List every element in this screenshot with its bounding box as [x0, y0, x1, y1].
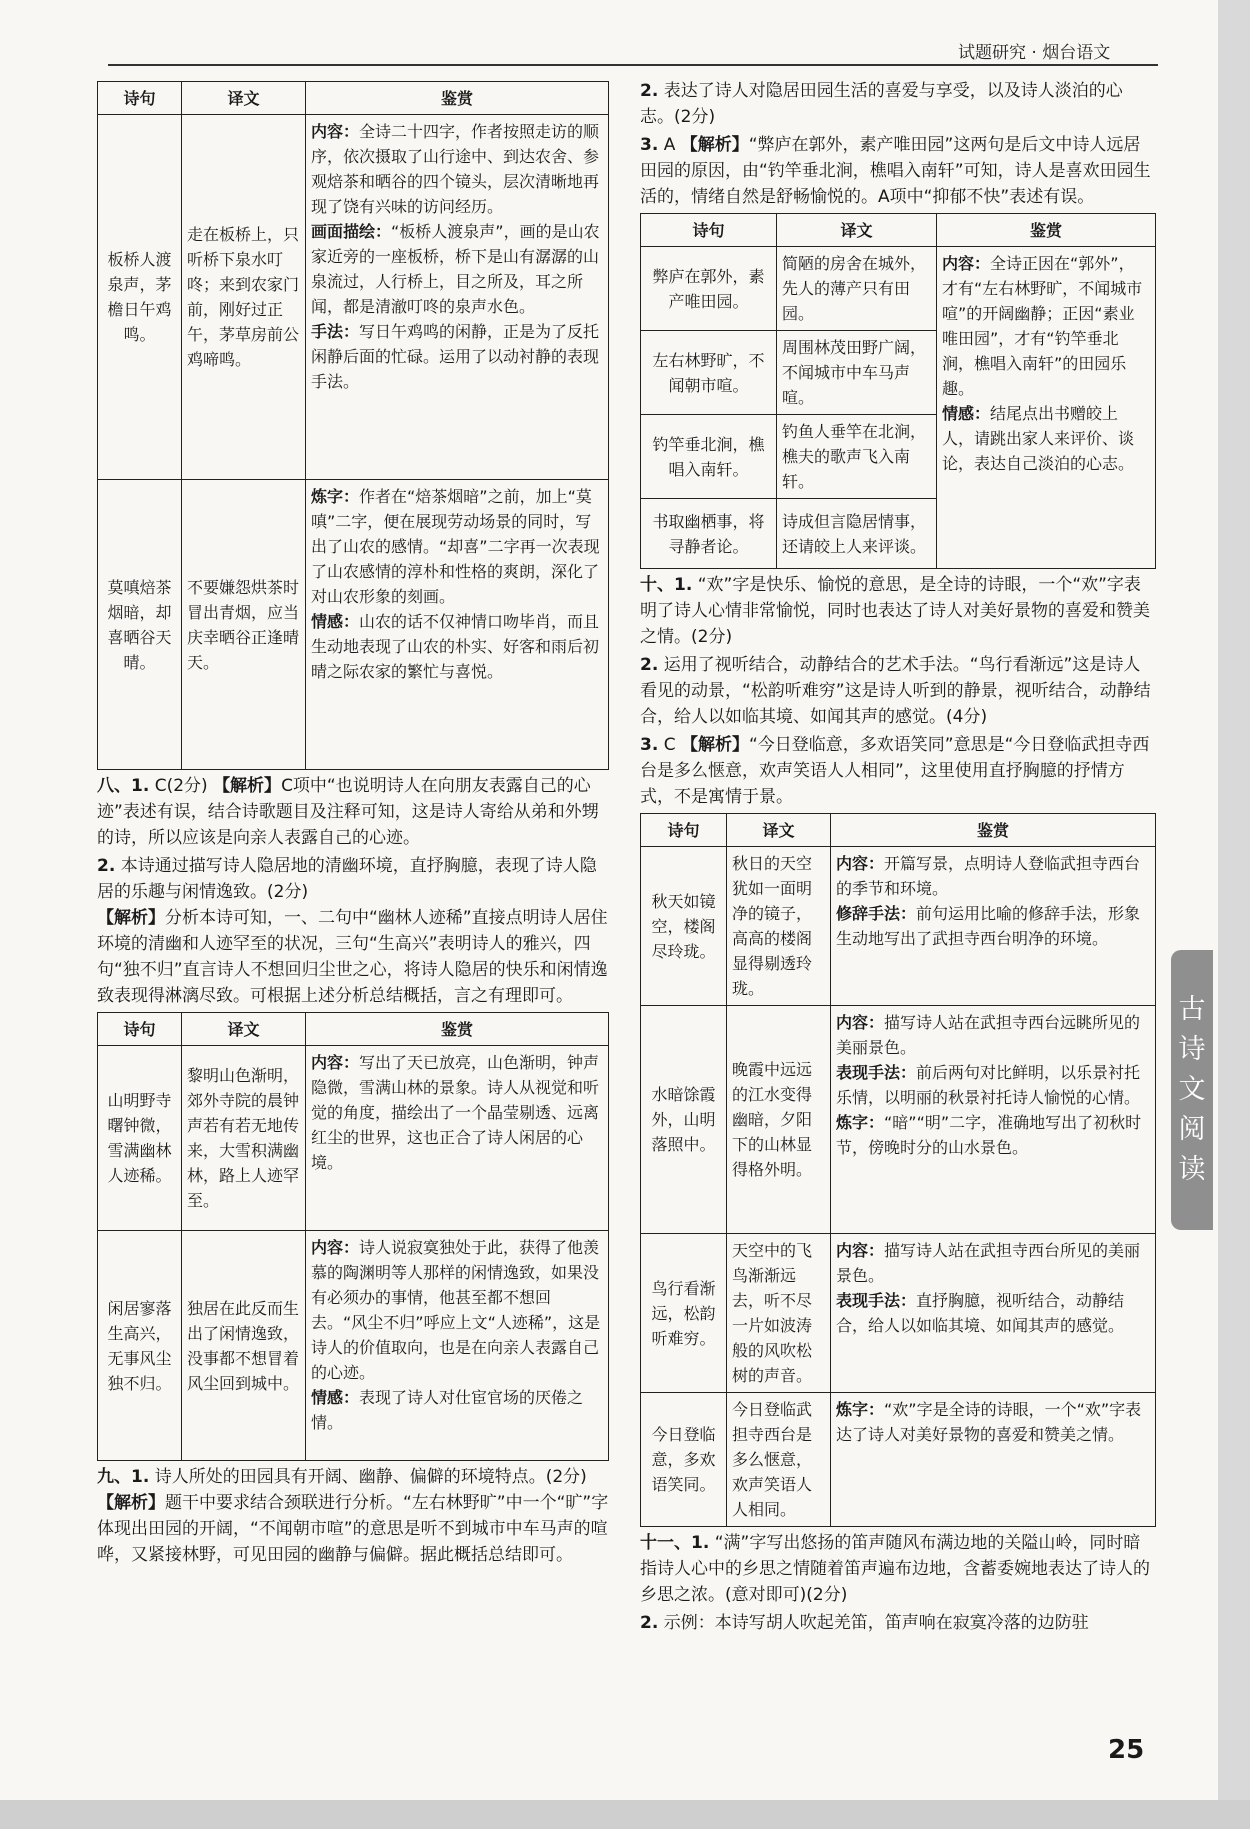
appr-text: 写日午鸡鸣的闲静，正是为了反托闲静后面的忙碌。运用了以动衬静的表现手法。 [311, 322, 600, 391]
appr-text: 描写诗人站在武担寺西台远眺所见的美丽景色。 [836, 1013, 1141, 1057]
side-tab-char: 读 [1178, 1154, 1206, 1185]
scan-edge-right [1218, 0, 1250, 1829]
answer-10-1 [640, 572, 1156, 650]
q-text: 诗人所处的田园具有开阔、幽静、偏僻的环境特点。(2分) [154, 1467, 587, 1487]
poem-cell: 今日登临意，多欢语笑同。 [641, 1393, 727, 1527]
appr-cell [306, 1231, 609, 1461]
poem-cell: 山明野寺曙钟微，雪满幽林人迹稀。 [98, 1046, 182, 1231]
answer-11-1 [640, 1530, 1156, 1608]
analysis-tag: 【解析】 [680, 135, 749, 155]
trans-cell: 晚霞中远远的江水变得幽暗，夕阳下的山林显得格外明。 [727, 1006, 831, 1234]
q-text: C项中“也说明诗人在向朋友表露自己的心迹”表述有误，结合诗歌题目及注释可知，这是诗人寄给从弟和外甥的诗，所以应该是向亲人表露自己的心迹。 [97, 776, 599, 848]
q-num: 十、1. [640, 575, 693, 595]
right-column [640, 78, 1156, 1638]
appr-label: 内容： [311, 1053, 360, 1072]
q-num: 2. [640, 1613, 659, 1633]
appr-label: 情感： [942, 404, 991, 423]
q-analysis: 分析本诗可知，一、二句中“幽林人迹稀”直接点明诗人居住环境的清幽和人迹罕至的状况，三句“生高兴”表明诗人的雅兴，四句“独不归”直言诗人不想回归尘世之心，将诗人隐居的快乐和闲情逸致表现得淋漓尽致。可根据上述分析总结概括，言之有理即可。 [97, 908, 608, 1006]
trans-cell: 钓鱼人垂竿在北涧，樵夫的歌声飞入南轩。 [777, 415, 937, 499]
table-row [641, 247, 1156, 331]
appr-text: 作者在“焙茶烟暗”之前，加上“莫嗔”二字，便在展现劳动场景的同时，写出了山农的感情。“却喜”二字再一次表现了山农感情的淳朴和性格的爽朗，深化了对山农形象的刻画。 [311, 487, 600, 606]
analysis-tag: 【解析】 [680, 735, 749, 755]
q-num: 3. [640, 735, 659, 755]
appr-text: 结尾点出书赠皎上人，请跳出家人来评价、谈论，表达自己淡泊的心志。 [942, 404, 1135, 473]
analysis-tag: 【解析】 [213, 776, 282, 796]
q-num: 2. [640, 81, 659, 101]
q-num: 2. [640, 655, 659, 675]
appr-text: 山农的话不仅神情口吻毕肖，而且生动地表现了山农的朴实、好客和雨后初晴之际农家的繁忙与喜悦。 [311, 612, 600, 681]
poem-cell: 水暗馀霞外，山明落照中。 [641, 1006, 727, 1234]
appr-text: 前句运用比喻的修辞手法，形象生动地写出了武担寺西台明净的环境。 [836, 904, 1141, 948]
th-trans: 译文 [777, 214, 937, 247]
th-poem: 诗句 [641, 214, 777, 247]
appr-label: 表现手法： [836, 1063, 917, 1082]
answer-10-2 [640, 652, 1156, 730]
q-answer: A [663, 135, 676, 155]
th-appr: 鉴赏 [306, 1013, 609, 1046]
appr-cell [306, 1046, 609, 1231]
q-text: “欢”字是快乐、愉悦的意思，是全诗的诗眼，一个“欢”字表明了诗人心情非常愉悦，同时也表达了诗人对美好景物的喜爱和赞美之情。(2分) [640, 575, 1150, 647]
th-appr: 鉴赏 [937, 214, 1156, 247]
answer-9-2 [640, 78, 1156, 130]
table-2 [97, 1012, 609, 1461]
appr-text: “板桥人渡泉声”，画的是山农家近旁的一座板桥，桥下是山有潺潺的山泉流过，人行桥上，目之所及，耳之所闻，都是清澈叮咚的泉声水色。 [311, 222, 600, 316]
analysis-tag: 【解析】 [97, 908, 165, 928]
appr-label: 内容： [311, 1238, 360, 1257]
appr-label: 情感： [311, 612, 360, 631]
trans-cell: 走在板桥上，只听桥下泉水叮咚；来到农家门前，刚好过正午，茅草房前公鸡啼鸣。 [182, 115, 306, 480]
appr-label: 内容： [836, 1241, 885, 1260]
table-row [641, 1006, 1156, 1234]
q-answer: C(2分) [154, 776, 208, 796]
appr-label: 炼字： [311, 487, 360, 506]
appr-label: 内容： [836, 854, 885, 873]
th-trans: 译文 [182, 1013, 306, 1046]
appr-cell [831, 1234, 1156, 1393]
q-text: “弊庐在郭外，素产唯田园”这两句是后文中诗人远居田园的原因，由“钓竿垂北涧，樵唱入南轩”可知，诗人是喜欢田园生活的，情绪自然是舒畅愉悦的。A项中“抑郁不快”表述有误。 [640, 135, 1151, 207]
th-trans: 译文 [182, 82, 306, 115]
appr-label: 表现手法： [836, 1291, 917, 1310]
q-text: 运用了视听结合，动静结合的艺术手法。“鸟行看渐远”这是诗人看见的动景，“松韵听难穷”这是诗人听到的静景，视听结合，动静结合，给人以如临其境、如闻其声的感觉。(4分) [640, 655, 1151, 727]
q-text: “满”字写出悠扬的笛声随风布满边地的关隘山岭，同时暗指诗人心中的乡思之情随着笛声遍布边地，含蓄委婉地表达了诗人的乡思之浓。(意对即可)(2分) [640, 1533, 1150, 1605]
appr-cell [937, 247, 1156, 569]
appr-label: 内容： [836, 1013, 885, 1032]
poem-cell: 莫嗔焙茶烟暗，却喜晒谷天晴。 [98, 480, 182, 770]
answer-9-3 [640, 132, 1156, 210]
table-3 [640, 213, 1156, 569]
table-row [98, 1231, 609, 1461]
answer-8-2 [97, 853, 609, 1009]
q-num: 十一、1. [640, 1533, 710, 1553]
appr-label: 情感： [311, 1388, 360, 1407]
appr-text: 直抒胸臆，视听结合，动静结合，给人以如临其境、如闻其声的感觉。 [836, 1291, 1125, 1335]
left-column [97, 78, 609, 1570]
appr-text: 写出了天已放亮，山色渐明，钟声隐微，雪满山林的景象。诗人从视觉和听觉的角度，描绘出了一个晶莹剔透、远离红尘的世界，这也正合了诗人闲居的心境。 [311, 1053, 600, 1172]
appr-text: 全诗二十四字，作者按照走访的顺序，依次摄取了山行途中、到达农舍、参观焙茶和晒谷的四个镜头，层次清晰地再现了饶有兴味的访问经历。 [311, 122, 600, 216]
side-tab-char: 诗 [1178, 1034, 1206, 1065]
trans-cell: 简陋的房舍在城外，先人的薄产只有田园。 [777, 247, 937, 331]
th-trans: 译文 [727, 814, 831, 847]
appr-text: 全诗正因在“郭外”，才有“左右林野旷，不闻城市喧”的开阔幽静；正因“素业唯田园”，才有“钓竿垂北涧，樵唱入南轩”的田园乐趣。 [942, 254, 1143, 398]
appr-label: 炼字： [836, 1400, 885, 1419]
trans-cell: 独居在此反而生出了闲情逸致，没事都不想冒着风尘回到城中。 [182, 1231, 306, 1461]
poem-cell: 板桥人渡泉声，茅檐日午鸡鸣。 [98, 115, 182, 480]
appr-label: 炼字： [836, 1113, 885, 1132]
table-4 [640, 813, 1156, 1527]
poem-cell: 钓竿垂北涧，樵唱入南轩。 [641, 415, 777, 499]
appr-cell [831, 1006, 1156, 1234]
trans-cell: 周围林茂田野广阔，不闻城市中车马声喧。 [777, 331, 937, 415]
table-row [98, 115, 609, 480]
th-poem: 诗句 [98, 1013, 182, 1046]
trans-cell: 天空中的飞鸟渐渐远去，听不尽一片如波涛般的风吹松树的声音。 [727, 1234, 831, 1393]
appr-text: 开篇写景，点明诗人登临武担寺西台的季节和环境。 [836, 854, 1141, 898]
analysis-tag: 【解析】 [97, 1493, 165, 1513]
poem-cell: 弊庐在郭外，素产唯田园。 [641, 247, 777, 331]
q-num: 八、1. [97, 776, 150, 796]
side-tab-char: 阅 [1178, 1114, 1206, 1145]
appr-label: 手法： [311, 322, 360, 341]
q-text: 示例：本诗写胡人吹起羌笛，笛声响在寂寞冷落的边防驻 [663, 1613, 1089, 1633]
q-num: 2. [97, 856, 116, 876]
th-poem: 诗句 [98, 82, 182, 115]
q-num: 3. [640, 135, 659, 155]
appr-text: 诗人说寂寞独处于此，获得了他羡慕的陶渊明等人那样的闲情逸致，如果没有必须办的事情，他甚至都不想回去。“风尘不归”呼应上文“人迹稀”，这是诗人的价值取向，也是在向亲人表露自己的心迹。 [311, 1238, 601, 1382]
q-text: 本诗通过描写诗人隐居地的清幽环境，直抒胸臆，表现了诗人隐居的乐趣与闲情逸致。(2分) [97, 856, 597, 902]
side-tab-char: 古 [1178, 994, 1206, 1025]
q-text: “今日登临意，多欢语笑同”意思是“今日登临武担寺西台是多么惬意，欢声笑语人人相同”，这里使用直抒胸臆的抒情方式，不是寓情于景。 [640, 735, 1150, 807]
appr-label: 画面描绘： [311, 222, 392, 241]
trans-cell: 今日登临武担寺西台是多么惬意，欢声笑语人人相同。 [727, 1393, 831, 1527]
q-text: 表达了诗人对隐居田园生活的喜爱与享受，以及诗人淡泊的心志。(2分) [640, 81, 1123, 127]
appr-label: 修辞手法： [836, 904, 917, 923]
appr-label: 内容： [311, 122, 360, 141]
table-row [641, 847, 1156, 1006]
trans-cell: 黎明山色渐明，郊外寺院的晨钟声若有若无地传来，大雪积满幽林，路上人迹罕至。 [182, 1046, 306, 1231]
poem-cell: 左右林野旷，不闻朝市喧。 [641, 331, 777, 415]
appr-cell [306, 480, 609, 770]
appr-cell [831, 847, 1156, 1006]
q-num: 九、1. [97, 1467, 150, 1487]
th-poem: 诗句 [641, 814, 727, 847]
trans-cell: 诗成但言隐居情事，还请皎上人来评谈。 [777, 499, 937, 569]
poem-cell: 秋天如镜空，楼阁尽玲珑。 [641, 847, 727, 1006]
appr-text: 表现了诗人对仕宦官场的厌倦之情。 [311, 1388, 584, 1432]
q-analysis: 题干中要求结合颈联进行分析。“左右林野旷”中一个“旷”字体现出田园的开阔，“不闻朝市喧”的意思是听不到城市中车马声的喧哗，又紧接林野，可见田园的幽静与偏僻。据此概括总结即可。 [97, 1493, 609, 1565]
poem-cell: 闲居寥落生高兴，无事风尘独不归。 [98, 1231, 182, 1461]
table-row [641, 1234, 1156, 1393]
appr-text: 描写诗人站在武担寺西台所见的美丽景色。 [836, 1241, 1141, 1285]
poem-cell: 鸟行看渐远，松韵听难穷。 [641, 1234, 727, 1393]
th-appr: 鉴赏 [306, 82, 609, 115]
appr-text: “欢”字是全诗的诗眼，一个“欢”字表达了诗人对美好景物的喜爱和赞美之情。 [836, 1400, 1142, 1444]
answer-10-3 [640, 732, 1156, 810]
running-header: 试题研究 · 烟台语文 [958, 43, 1111, 63]
table-row [98, 480, 609, 770]
scan-edge-bottom [0, 1800, 1250, 1829]
answer-8-1 [97, 773, 609, 851]
side-tab-char: 文 [1178, 1074, 1206, 1105]
poem-cell: 书取幽栖事，将寻静者论。 [641, 499, 777, 569]
answer-11-2 [640, 1610, 1156, 1636]
q-answer: C [663, 735, 676, 755]
appr-text: 前后两句对比鲜明，以乐景衬托乐情，以明丽的秋景衬托诗人愉悦的心情。 [836, 1063, 1141, 1107]
appr-cell [831, 1393, 1156, 1527]
th-appr: 鉴赏 [831, 814, 1156, 847]
answer-9-1 [97, 1464, 609, 1568]
table-1 [97, 81, 609, 770]
appr-label: 内容： [942, 254, 991, 273]
table-row [98, 1046, 609, 1231]
header-rule [108, 64, 1158, 66]
page-number: 25 [1108, 1735, 1145, 1765]
trans-cell: 不要嫌怨烘茶时冒出青烟，应当庆幸晒谷正逢晴天。 [182, 480, 306, 770]
appr-text: “暗”“明”二字，准确地写出了初秋时节，傍晚时分的山水景色。 [836, 1113, 1142, 1157]
appr-cell [306, 115, 609, 480]
trans-cell: 秋日的天空犹如一面明净的镜子，高高的楼阁显得剔透玲珑。 [727, 847, 831, 1006]
section-side-tab [1171, 950, 1213, 1230]
table-row [641, 1393, 1156, 1527]
